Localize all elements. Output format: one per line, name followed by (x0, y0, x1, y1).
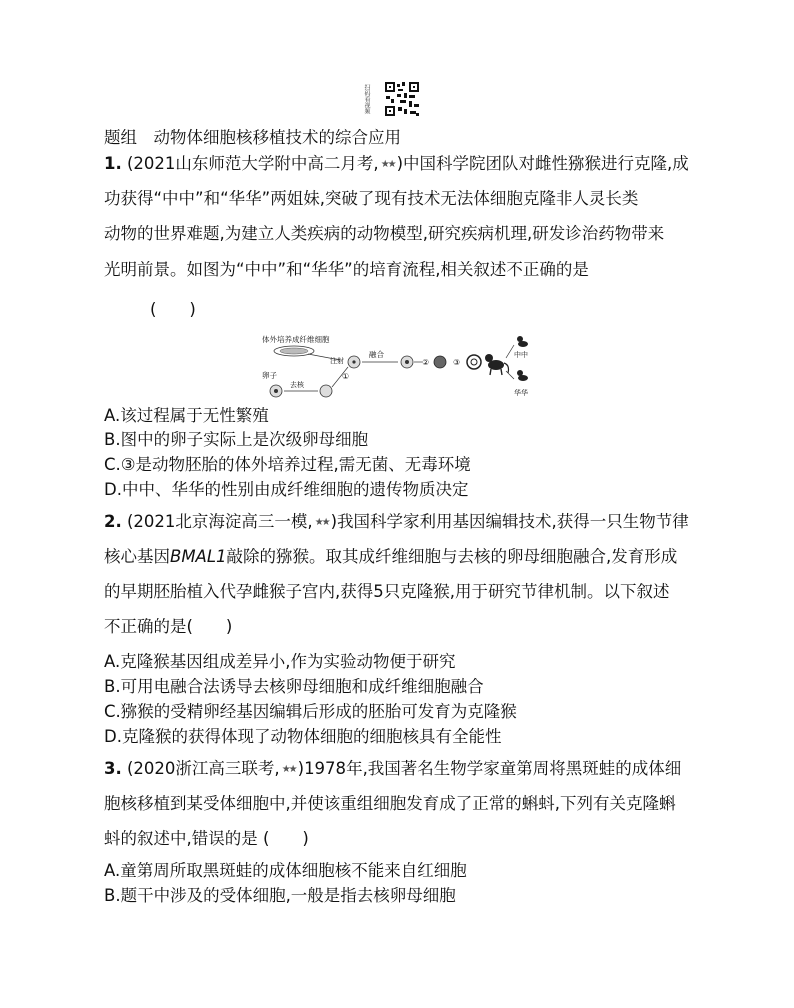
q2-source: (2021北京海淀高三一模, (127, 512, 313, 531)
section-title: 题组 动物体细胞核移植技术的综合应用 (104, 128, 401, 147)
label-inject: 注射 (330, 357, 344, 365)
label-enucleate: 去核 (290, 381, 304, 389)
cloning-process-diagram (258, 333, 538, 401)
label-egg: 卵子 (262, 371, 277, 380)
enucleated-egg-icon (320, 385, 332, 397)
q2-number: 2. (104, 512, 122, 531)
q2-option-c: C.猕猴的受精卵经基因编辑后形成的胚胎可发育为克隆猴 (104, 702, 517, 721)
label-fuse: 融合 (369, 350, 384, 359)
qr-code-icon (371, 82, 421, 118)
q2-line-4: 不正确的是( ) (104, 617, 233, 636)
q1-line-3: 动物的世界难题,为建立人类疾病的动物模型,研究疾病机理,研发诊治药物带来 (104, 224, 665, 243)
clone-count: 5 (373, 582, 384, 601)
q2-line-1: 2. (2021北京海淀高三一模, ★★ )我国科学家利用基因编辑技术,获得一只生物节律 (104, 511, 689, 534)
surrogate-icon (467, 355, 481, 369)
step-2: ② (422, 358, 430, 367)
label-culture: 体外培养成纤维细胞 (262, 335, 330, 344)
difficulty-star-icon: ★★ (281, 764, 296, 775)
q1-option-d: D.中中、华华的性别由成纤维细胞的遗传物质决定 (104, 480, 469, 499)
q2-line-3: 的早期胚胎植入代孕雌猴子宫内,获得5只克隆猴,用于研究节律机制。以下叙述 (104, 582, 670, 601)
step-3: ③ (453, 358, 461, 367)
q3-line-3: 蚪的叙述中,错误的是 ( ) (104, 829, 309, 848)
q1-line-4: 光明前景。如图为“中中”和“华华”的培育流程,相关叙述不正确的是 (104, 260, 589, 279)
monkey-zhongzhong-icon (517, 336, 528, 347)
q1-line-1: 1. (2021山东师范大学附中高二月考, ★★ )中国科学院团队对雌性猕猴进行克隆,成 (104, 153, 689, 176)
qr-code[interactable] (363, 82, 421, 118)
year: 1978 (304, 759, 347, 778)
q3-option-b: B.题干中涉及的受体细胞,一般是指去核卵母细胞 (104, 886, 456, 905)
q1-option-c: C.③是动物胚胎的体外培养过程,需无菌、无毒环境 (104, 455, 471, 474)
q3-line-1: 3. (2020浙江高三联考, ★★ )1978年,我国著名生物学家童第周将黑斑蛙的成体细 (104, 758, 681, 781)
monkey-surrogate-icon (485, 354, 509, 375)
difficulty-star-icon: ★★ (380, 159, 395, 170)
q1-source: (2021山东师范大学附中高二月考, (127, 154, 379, 173)
q3-line-2: 胞核移植到某受体细胞中,并使该重组细胞发育成了正常的蝌蚪,下列有关克隆蝌 (104, 794, 676, 813)
q3-number: 3. (104, 759, 122, 778)
q2-option-a: A.克隆猴基因组成差异小,作为实验动物便于研究 (104, 652, 456, 671)
q2-line-2: 核心基因BMAL1敲除的猕猴。取其成纤维细胞与去核的卵母细胞融合,发育形成 (104, 547, 678, 566)
q2-option-d: D.克隆猴的获得体现了动物体细胞的细胞核具有全能性 (104, 727, 502, 746)
q1-answer-blank: ( ) (150, 300, 196, 319)
label-zhongzhong: 中中 (514, 351, 528, 359)
q1-number: 1. (104, 154, 122, 173)
q3-source: (2020浙江高三联考, (127, 759, 280, 778)
q2-option-b: B.可用电融合法诱导去核卵母细胞和成纤维细胞融合 (104, 677, 484, 696)
q1-line-2: 功获得“中中”和“华华”两姐妹,突破了现有技术无法体细胞克隆非人灵长类 (104, 189, 639, 208)
difficulty-star-icon: ★★ (314, 517, 329, 528)
q1-option-b: B.图中的卵子实际上是次级卵母细胞 (104, 430, 369, 449)
q1-option-a: A.该过程属于无性繁殖 (104, 406, 269, 425)
label-huahua: 华华 (514, 389, 528, 397)
early-embryo-icon (434, 356, 446, 368)
gene-name: BMAL1 (170, 547, 227, 566)
step-1: ① (342, 372, 350, 381)
q3-option-a: A.童第周所取黑斑蛙的成体细胞核不能来自红细胞 (104, 861, 467, 880)
qr-label: 扫码看视频 (363, 84, 370, 114)
monkey-huahua-icon (517, 370, 528, 381)
